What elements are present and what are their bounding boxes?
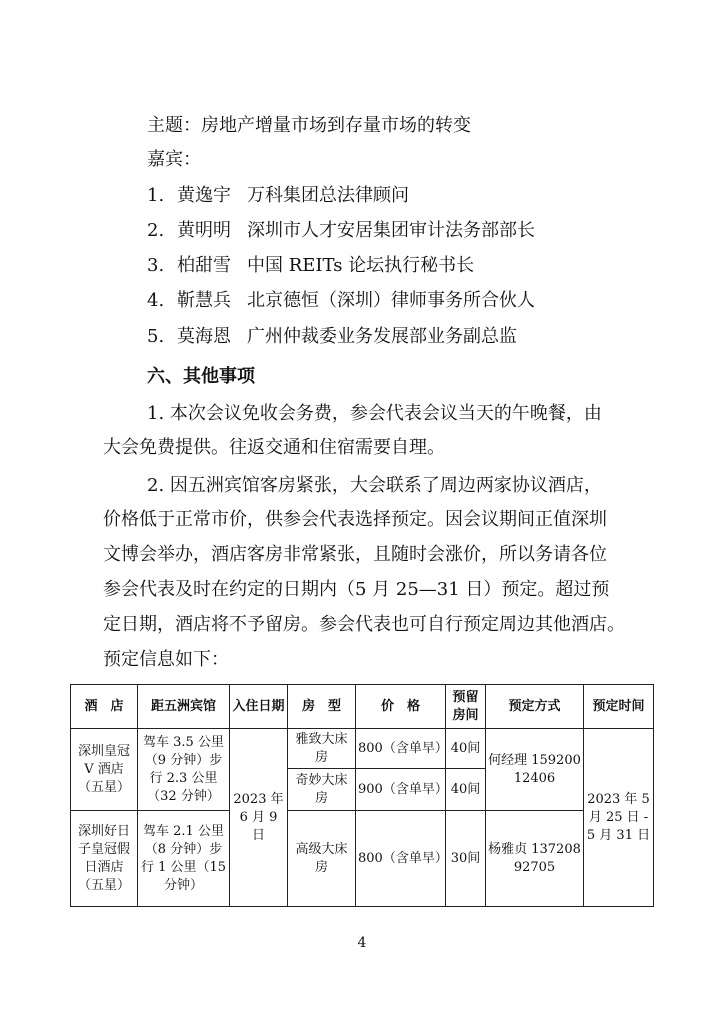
- paragraph-line: 价格低于正常市价，供参会代表选择预定。因会议期间正值深圳: [103, 509, 607, 530]
- guest-number: 2.: [147, 220, 165, 241]
- guest-name: 黄逸宇: [177, 185, 231, 206]
- room-count: 40间: [446, 769, 486, 811]
- page-number: 4: [357, 935, 367, 951]
- header-checkin: 入住日期: [230, 685, 288, 729]
- guest-name: 黄明明: [177, 220, 231, 241]
- paragraph-line: 1. 本次会议免收会务费，参会代表会议当天的午晚餐，由: [147, 403, 602, 424]
- booking-contact: 何经理 15920012406: [486, 729, 584, 811]
- room-price: 800（含单早）: [356, 811, 446, 907]
- theme-line: 主题：房地产增量市场到存量市场的转变: [147, 115, 471, 136]
- paragraph-line: 2. 因五洲宾馆客房紧张，大会联系了周边两家协议酒店，: [147, 475, 602, 496]
- paragraph-line: 文博会举办，酒店客房非常紧张，且随时会涨价，所以务请各位: [103, 544, 607, 565]
- guest-number: 1.: [147, 185, 165, 206]
- guest-item: [147, 325, 517, 349]
- paragraph-line: 预定信息如下：: [103, 649, 229, 670]
- hotel-name: 深圳好日子皇冠假日酒店（五星）: [71, 811, 138, 907]
- room-price: 800（含单早）: [356, 729, 446, 769]
- guest-title: 万科集团总法律顾问: [247, 185, 409, 206]
- room-price: 900（含单早）: [356, 769, 446, 811]
- booking-period: 2023 年 5 月 25 日 -5 月 31 日: [584, 729, 654, 907]
- guest-item: [147, 219, 535, 243]
- guest-title: 深圳市人才安居集团审计法务部部长: [247, 220, 535, 241]
- guest-name: 靳慧兵: [177, 290, 231, 311]
- paragraph-line: 参会代表及时在约定的日期内（5 月 25—31 日）预定。超过预: [103, 579, 610, 600]
- booking-contact: 杨雅贞 13720892705: [486, 811, 584, 907]
- guest-title: 北京德恒（深圳）律师事务所合伙人: [247, 290, 535, 311]
- checkin-date: 2023 年 6 月 9 日: [230, 729, 288, 907]
- guest-name: 莫海恩: [177, 326, 231, 347]
- guest-item: [147, 289, 535, 313]
- header-distance: 距五洲宾馆: [138, 685, 230, 729]
- guest-item: [147, 254, 474, 278]
- guest-item: [147, 184, 409, 208]
- header-price: 价 格: [356, 685, 446, 729]
- header-rooms: 预留房间: [446, 685, 486, 729]
- header-booking-time: 预定时间: [584, 685, 654, 729]
- section-heading: 六、其他事项: [147, 366, 255, 387]
- room-type: 雅致大床房: [288, 729, 356, 769]
- guests-label: 嘉宾：: [147, 149, 201, 170]
- room-count: 30间: [446, 811, 486, 907]
- guest-number: 5.: [147, 326, 165, 347]
- guest-number: 3.: [147, 255, 165, 276]
- hotel-name: 深圳皇冠 V 酒店（五星）: [71, 729, 138, 811]
- header-room-type: 房 型: [288, 685, 356, 729]
- room-type: 高级大床房: [288, 811, 356, 907]
- paragraph-line: 大会免费提供。往返交通和住宿需要自理。: [103, 437, 445, 458]
- hotel-distance: 驾车 2.1 公里（8 分钟）步行 1 公里（15 分钟）: [138, 811, 230, 907]
- guest-title: 广州仲裁委业务发展部业务副总监: [247, 326, 517, 347]
- header-booking: 预定方式: [486, 685, 584, 729]
- guest-title: 中国 REITs 论坛执行秘书长: [247, 255, 475, 276]
- room-type: 奇妙大床房: [288, 769, 356, 811]
- room-count: 40间: [446, 729, 486, 769]
- guest-name: 柏甜雪: [177, 255, 231, 276]
- paragraph-line: 定日期，酒店将不予留房。参会代表也可自行预定周边其他酒店。: [103, 614, 625, 635]
- hotel-booking-table: [70, 684, 654, 907]
- header-hotel: 酒 店: [71, 685, 138, 729]
- guest-number: 4.: [147, 290, 165, 311]
- hotel-distance: 驾车 3.5 公里（9 分钟）步行 2.3 公里（32 分钟）: [138, 729, 230, 811]
